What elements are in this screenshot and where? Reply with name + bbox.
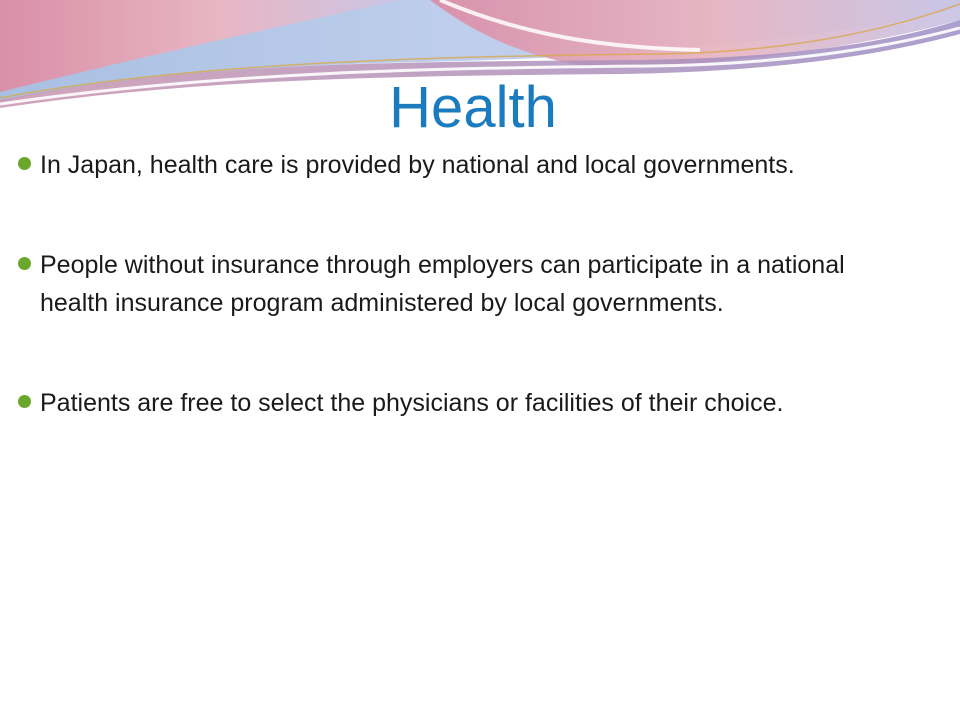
- bullet-text: People without insurance through employers can participate in a national health insurance program administered by local governments.: [40, 251, 845, 317]
- bullet-dot-icon: [18, 257, 31, 270]
- bullet-text: In Japan, health care is provided by national and local governments.: [40, 151, 795, 179]
- bullet-list: [18, 146, 898, 484]
- bullet-text: Patients are free to select the physicians or facilities of their choice.: [40, 389, 784, 417]
- bullet-item: [18, 246, 898, 322]
- bullet-dot-icon: [18, 395, 31, 408]
- slide-title: Health: [389, 75, 557, 140]
- bullet-item: [18, 146, 898, 184]
- bullet-dot-icon: [18, 157, 31, 170]
- bullet-item: [18, 384, 898, 422]
